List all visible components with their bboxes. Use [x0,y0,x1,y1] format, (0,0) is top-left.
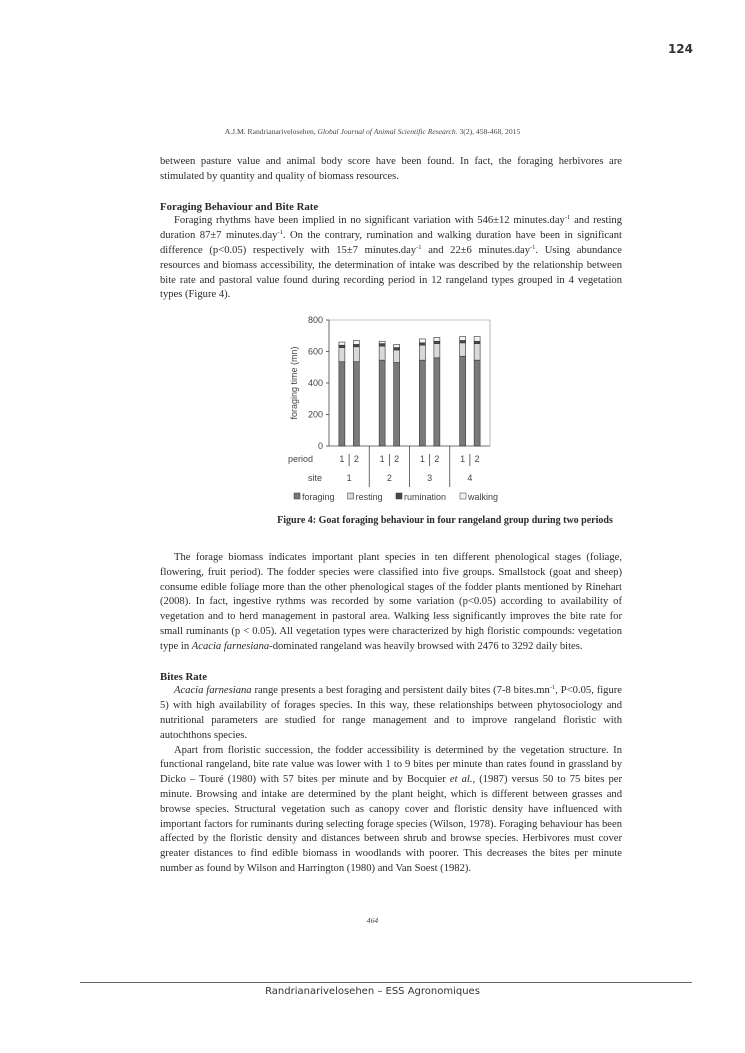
section-heading-foraging: Foraging Behaviour and Bite Rate [160,200,319,213]
period-tick-label: 1 [379,454,385,464]
bar-segment-rumination [379,344,385,346]
foraging-paragraph [160,214,622,303]
foraging-text-b: and resting duration 87±7 minutes.day [160,215,622,242]
bar-segment-rumination [419,343,425,345]
bar-segment-walking [434,337,440,341]
bar-segment-rumination [460,340,466,342]
forage-biomass-text: The forage biomass indicates important plant species in ten different phenological stages (foliage, flowering, fruit period). The fodder species were classified into five groups. Smallstock (goat and sheep) consume edible foliage more than the other phenological stages of the fodder plants mentioned by Rinehart (2008). In fact, ingestive rythms was recorded by some variation (p<0.05) according to availability of vegetation and to herd management in pastoral area. Walking less significantly improves the bite rate for small ruminants (p < 0.05). All vegetation types were characterized by high floristic compounds: vegetation type in [160,552,622,652]
forage-biomass-tail: -dominated rangeland was heavily browsed with 2476 to 3292 daily bites. [269,640,583,652]
figure-caption: Figure 4: Goat foraging behaviour in four rangeland group during two periods [277,515,613,526]
bar-segment-resting [353,347,359,362]
bar-segment-resting [474,344,480,361]
folio-number: 464 [366,916,379,925]
bar-segment-walking [460,337,466,341]
bar-segment-foraging [379,360,385,446]
site-row-label: site [308,473,323,483]
y-tick-label: 600 [307,346,323,357]
bar-segment-walking [394,344,400,347]
bites-rate-text-a: range presents a best foraging and persistent daily bites (7-8 bites.mn [251,685,550,697]
bar-segment-foraging [339,362,345,446]
bar-segment-rumination [339,345,345,347]
bar-segment-foraging [394,363,400,446]
unit-superscript: -1 [277,229,283,237]
unit-superscript: -1 [530,243,536,251]
legend-swatch-rumination [396,493,402,499]
legend-label-resting: resting [355,492,383,502]
foraging-text-c: . On the contrary, rumination and walking duration have been in significant difference (p<0.05) respectively with 15±7 minutes.day [160,230,622,256]
forage-biomass-paragraph [160,551,622,655]
y-tick-label: 400 [307,378,323,388]
y-tick-label: 200 [307,409,323,420]
header-citation: . 3(2), 458-468, 2015 [455,127,521,136]
period-tick-label: 2 [394,454,400,464]
bar-segment-resting [419,345,425,360]
unit-superscript: -1 [564,214,571,222]
legend-label-rumination: rumination [404,492,447,502]
bar-segment-rumination [474,341,480,343]
site-tick-label: 1 [346,473,352,483]
y-axis-ticks [308,315,329,451]
period-tick-label: 2 [353,454,359,464]
bar-segment-foraging [474,360,480,446]
foraging-text-d: and 22±6 minutes.day [421,244,530,256]
period-row-label: period [288,454,314,464]
chart-legend [294,492,498,502]
bar-segment-resting [394,350,400,363]
bar-segment-resting [434,344,440,358]
header-authors: A.J.M. Randrianarivelosehen [224,127,314,136]
period-tick-label: 2 [434,454,440,464]
bar-segment-walking [419,339,425,343]
bar-segment-foraging [434,358,440,446]
bites-rate-p2-text-a: Apart from floristic succession, the fodder accessibility is determined by the vegetation structure. In functional rangeland, bite rate value was lower with 1 to 9 bites per minute than rates found in grassland by Dicko – Touré (1980) with 57 bites per minute and by Bocquier [160,744,622,786]
bites-rate-paragraph-2 [160,744,622,877]
y-tick-label: 800 [307,315,323,325]
intro-paragraph: between pasture value and animal body score have been found. In fact, the foraging herbivores are stimulated by quantity and quality of biomass resources. [160,156,622,182]
y-axis-label: foraging time (mn) [289,346,299,420]
bites-rate-p2-text-b: , (1987) versus 50 to 75 bites per minute. Browsing and intake are determined by the plant height, which is different between grasses and browse species. Structural vegetation such as canopy cover and floristic density have influenced with important factors for ruminants during selecting forage species (Wilson, 1978). Foraging behaviour has been affected by the floristic density and distances between shrub and browse species. Herbivores must cover greater distances to find edible biomass in woodlands with poorer. This decreases the bites per minute number as found by Wilson and Harrington (1980) and Van Soest (1982). [160,774,622,874]
figure-4-chart [282,310,522,510]
bar-segment-resting [379,346,385,360]
period-tick-label: 1 [419,454,425,464]
bottom-text-block [160,551,622,877]
species-name: Acacia farnesiana [174,685,252,697]
running-header: A.J.M. Randrianarivelosehen, Global Journal of Animal Scientific Research. 3(2), 458-468, 2015 [224,127,521,136]
bar-segment-rumination [353,344,359,346]
top-text-block [160,155,622,303]
bar-segment-foraging [353,362,359,446]
unit-superscript: -1 [416,243,422,251]
y-tick-label: 0 [317,441,323,451]
bar-segment-rumination [394,348,400,350]
site-row [308,473,472,483]
legend-label-foraging: foraging [302,492,335,502]
site-group-dividers [346,446,473,487]
bites-rate-paragraph-1 [160,684,622,743]
page-footer: Randrianarivelosehen – ESS Agronomiques [265,986,480,997]
stacked-bars [339,337,480,446]
site-tick-label: 3 [427,473,433,483]
page-number: 124 [667,42,693,56]
bites-rate-text-b: , P<0.05, figure 5) with high availability of forages species. In this way, these relationships between phytosociology and nutritional parameters are studied for range management and to improve rangeland floristic with autochthons species. [160,685,622,741]
site-tick-label: 2 [386,473,392,483]
period-tick-label: 1 [460,454,466,464]
legend-label-walking: walking [468,492,499,502]
et-al: et al. [449,774,473,786]
legend-swatch-foraging [294,493,300,499]
unit-superscript: -1 [549,684,556,692]
header-journal: Global Journal of Animal Scientific Research [317,127,456,136]
bar-segment-walking [353,340,359,344]
bar-segment-foraging [419,360,425,446]
site-tick-label: 4 [467,473,473,483]
legend-swatch-walking [460,493,466,499]
bar-segment-resting [460,343,466,356]
bar-segment-resting [339,348,345,362]
legend-swatch-resting [348,493,354,499]
foraging-text-e: . Using abundance resources and biomass accessibility, the determination of intake was described by the relationship between bite rate and pastoral value found during recording period in 12 rangeland types grouped in 4 vegetation types (Figure 4). [160,244,622,301]
period-tick-label: 2 [474,454,480,464]
species-name: Acacia farnesiana [191,640,270,652]
bar-segment-foraging [460,356,466,446]
section-heading-bites-rate: Bites Rate [160,670,208,683]
period-tick-label: 1 [339,454,345,464]
footer-rule [80,982,692,983]
bar-segment-rumination [434,341,440,343]
foraging-text-a: Foraging rhythms have been implied in no significant variation with 546±12 minutes.day [174,215,565,227]
period-row [288,454,480,464]
bar-segment-walking [379,341,385,343]
bar-segment-walking [474,337,480,342]
bar-segment-walking [339,342,345,345]
